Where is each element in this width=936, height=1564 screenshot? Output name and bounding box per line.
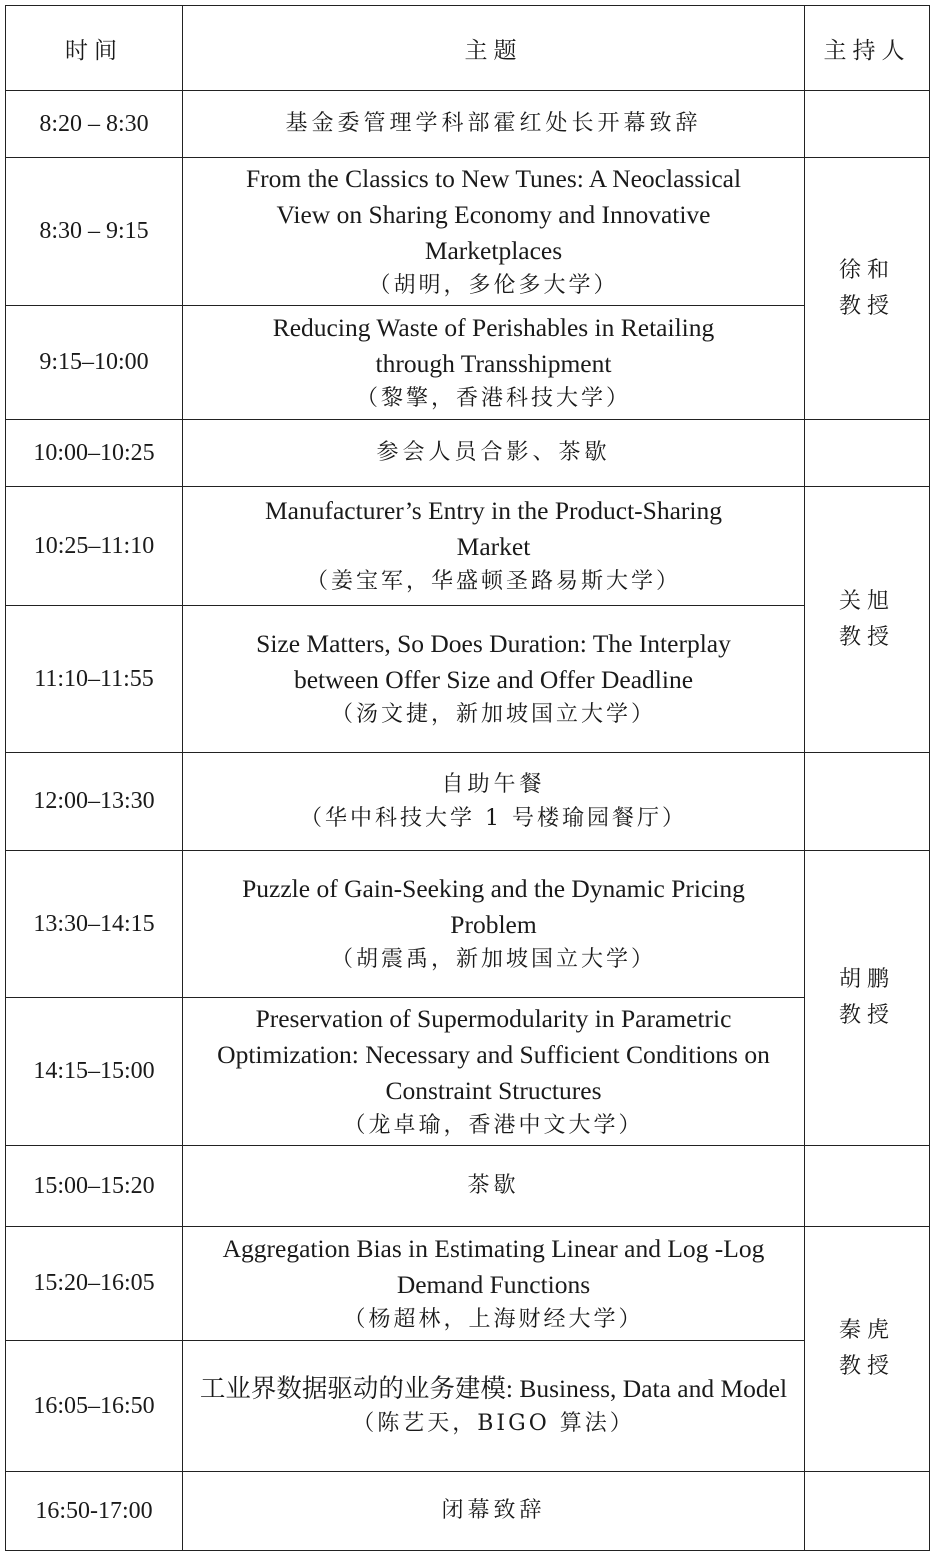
table-row (6, 487, 930, 606)
session-topic (183, 1472, 805, 1551)
session-speaker: （杨超林，上海财经大学） (343, 1306, 644, 1332)
session-title: 参会人员合影、茶歇 (376, 440, 611, 465)
host-empty (805, 1472, 930, 1551)
session-speaker: （黎擎，香港科技大学） (355, 385, 631, 411)
session-time: 10:00–10:25 (6, 420, 183, 487)
session-title: Manufacturer’s Entry in the Product-Sharing Market (265, 496, 722, 561)
session-topic (183, 753, 805, 851)
session-topic (183, 306, 805, 420)
session-time: 11:10–11:55 (6, 606, 183, 753)
host-empty (805, 91, 930, 158)
table-row (6, 420, 930, 487)
table-row (6, 1472, 930, 1551)
host-cell (805, 487, 930, 753)
session-topic (183, 606, 805, 753)
session-time: 13:30–14:15 (6, 851, 183, 998)
host-empty (805, 420, 930, 487)
session-time: 16:50-17:00 (6, 1472, 183, 1551)
schedule-table (5, 5, 930, 1551)
session-time: 14:15–15:00 (6, 998, 183, 1146)
session-title: Reducing Waste of Perishables in Retailing through Transshipment (272, 312, 715, 378)
session-speaker: （姜宝军，华盛顿圣路易斯大学） (305, 569, 681, 594)
host-title: 教授 (838, 293, 895, 319)
header-topic: 主题 (183, 6, 805, 91)
session-topic (183, 1341, 805, 1472)
session-title: Puzzle of Gain-Seeking and the Dynamic Pricing Problem (242, 874, 745, 939)
session-topic (183, 487, 805, 606)
session-title: 基金委管理学科部霍红处长开幕致辞 (285, 111, 702, 136)
session-title: 自助午餐 (441, 771, 546, 797)
session-speaker: （龙卓瑜，香港中文大学） (343, 1112, 644, 1138)
session-speaker: （胡震禹，新加坡国立大学） (330, 947, 656, 972)
host-title: 教授 (838, 1003, 895, 1028)
table-row (6, 998, 930, 1146)
table-row (6, 158, 930, 306)
session-topic (183, 851, 805, 998)
session-title: 闭幕致辞 (441, 1498, 546, 1523)
session-time: 9:15–10:00 (6, 306, 183, 420)
session-time: 10:25–11:10 (6, 487, 183, 606)
table-row (6, 753, 930, 851)
session-topic (183, 998, 805, 1146)
host-name: 关旭 (838, 588, 895, 614)
session-time: 16:05–16:50 (6, 1341, 183, 1472)
session-title: Size Matters, So Does Duration: The Interplay between Offer Size and Offer Deadline (256, 629, 731, 694)
session-topic (183, 420, 805, 487)
table-row (6, 91, 930, 158)
host-cell (805, 1227, 930, 1472)
host-name: 秦虎 (838, 1318, 895, 1343)
header-row (6, 6, 930, 91)
session-speaker: （华中科技大学 1 号楼瑜园餐厅） (300, 805, 687, 831)
host-title: 教授 (838, 624, 895, 650)
table-row (6, 1146, 930, 1227)
host-title: 教授 (838, 1354, 895, 1379)
host-cell (805, 851, 930, 1146)
header-time: 时间 (6, 6, 183, 91)
host-empty (805, 1146, 930, 1227)
session-topic (183, 158, 805, 306)
session-title: 茶歇 (467, 1173, 520, 1198)
session-title: Preservation of Supermodularity in Parametric Optimization: Necessary and Sufficient Conditions on Constraint Structures (217, 1003, 770, 1105)
session-title: From the Classics to New Tunes: A Neoclassical View on Sharing Economy and Innovative Marketplaces (245, 163, 742, 265)
table-row (6, 306, 930, 420)
table-row (6, 606, 930, 753)
session-topic (183, 1227, 805, 1341)
host-cell (805, 158, 930, 420)
session-speaker: （陈艺天，BIGO 算法） (352, 1411, 635, 1436)
session-time: 8:30 – 9:15 (6, 158, 183, 306)
host-name: 胡鹏 (838, 967, 895, 992)
session-time: 8:20 – 8:30 (6, 91, 183, 158)
session-time: 15:20–16:05 (6, 1227, 183, 1341)
table-row (6, 851, 930, 998)
table-row (6, 1227, 930, 1341)
table-row (6, 1341, 930, 1472)
session-speaker: （汤文捷，新加坡国立大学） (330, 702, 656, 727)
header-host: 主持人 (805, 6, 930, 91)
host-name: 徐和 (838, 257, 895, 283)
host-empty (805, 753, 930, 851)
session-speaker: （胡明，多伦多大学） (368, 272, 619, 298)
session-title: 工业界数据驱动的业务建模: Business, Data and Model (199, 1374, 788, 1403)
session-time: 12:00–13:30 (6, 753, 183, 851)
session-topic (183, 1146, 805, 1227)
session-time: 15:00–15:20 (6, 1146, 183, 1227)
session-title: Aggregation Bias in Estimating Linear and Log -Log Demand Functions (222, 1233, 765, 1299)
session-topic (183, 91, 805, 158)
